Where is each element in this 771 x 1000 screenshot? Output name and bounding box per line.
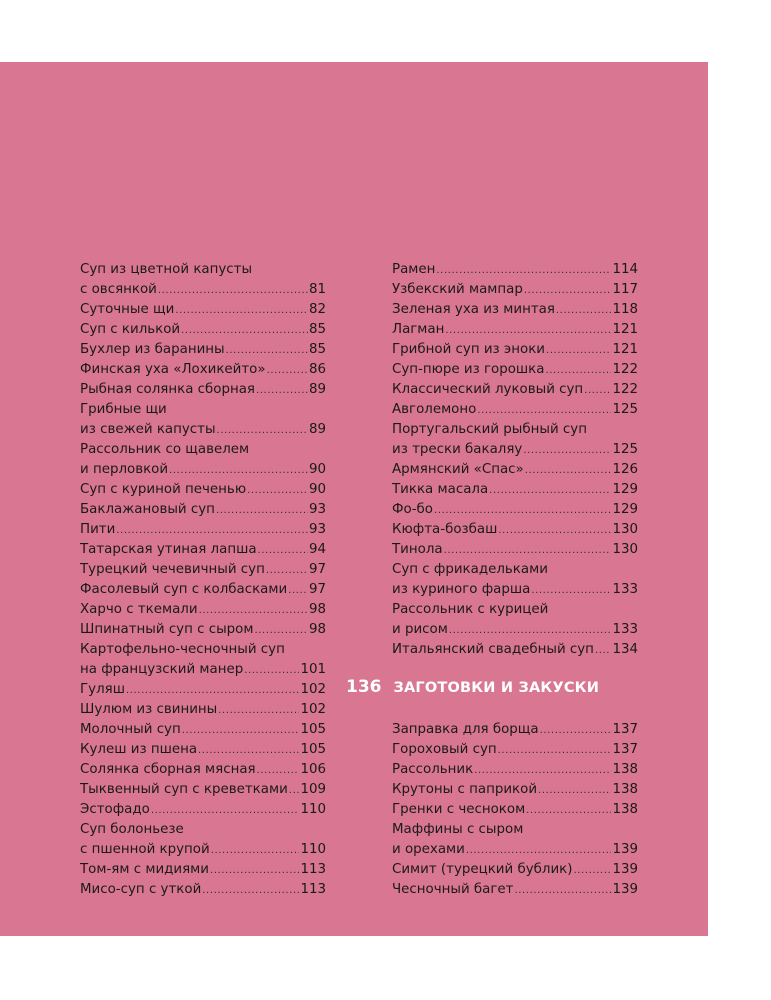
toc-entry xyxy=(80,620,326,640)
dot-leader xyxy=(175,301,308,321)
dot-leader xyxy=(498,741,612,761)
dot-leader xyxy=(531,581,611,601)
toc-entry xyxy=(80,460,326,480)
toc-entry-title: Рассольник со щавелем xyxy=(80,442,250,457)
dot-leader xyxy=(182,721,300,741)
section-heading xyxy=(346,677,599,697)
dot-leader xyxy=(151,801,300,821)
dot-leader xyxy=(477,401,611,421)
toc-entry xyxy=(80,780,326,800)
toc-entry xyxy=(392,340,638,360)
toc-entry xyxy=(392,280,638,300)
toc-entry-title: Армянский «Спас» xyxy=(392,462,524,477)
toc-entry-title: Пити xyxy=(80,522,116,537)
toc-entry-title: Грибной суп из эноки xyxy=(392,342,545,357)
toc-entry xyxy=(392,800,638,820)
toc-entry xyxy=(80,840,326,860)
toc-entry-page: 82 xyxy=(308,302,326,317)
toc-entry-page: 98 xyxy=(308,602,326,617)
toc-entry-title: Татарская утиная лапша xyxy=(80,542,257,557)
toc-right-column-top xyxy=(392,260,638,660)
toc-entry xyxy=(80,420,326,440)
toc-entry-title: Лагман xyxy=(392,322,445,337)
toc-entry-title: Заправка для борща xyxy=(392,722,539,737)
dot-leader xyxy=(218,701,299,721)
toc-entry xyxy=(80,680,326,700)
dot-leader xyxy=(211,841,300,861)
toc-entry-page: 109 xyxy=(300,782,326,797)
dot-leader xyxy=(524,281,612,301)
toc-entry-title: Тикка масала xyxy=(392,482,489,497)
toc-entry xyxy=(392,420,638,440)
toc-entry xyxy=(80,600,326,620)
toc-entry xyxy=(80,280,326,300)
toc-entry-title: Мисо-суп с уткой xyxy=(80,882,202,897)
dot-leader xyxy=(288,581,308,601)
toc-entry xyxy=(80,260,326,280)
toc-entry xyxy=(392,560,638,580)
toc-entry xyxy=(392,720,638,740)
toc-entry-title: Итальянский свадебный суп xyxy=(392,642,594,657)
toc-entry-page: 121 xyxy=(612,342,638,357)
toc-entry-title: и рисом xyxy=(392,622,448,637)
toc-entry-page: 133 xyxy=(612,582,638,597)
toc-entry-page: 113 xyxy=(300,882,326,897)
dot-leader xyxy=(538,781,611,801)
toc-entry-page: 118 xyxy=(612,302,638,317)
toc-entry-title: Зеленая уха из минтая xyxy=(392,302,555,317)
toc-entry-title: Суп с фрикадельками xyxy=(392,562,548,577)
toc-entry xyxy=(80,660,326,680)
dot-leader xyxy=(449,621,612,641)
toc-entry-title: с овсянкой xyxy=(80,282,157,297)
dot-leader xyxy=(258,541,308,561)
toc-entry-title: Маффины с сыром xyxy=(392,822,524,837)
toc-entry-title: Турецкий чечевичный суп xyxy=(80,562,265,577)
toc-entry xyxy=(80,560,326,580)
toc-entry xyxy=(392,380,638,400)
toc-entry xyxy=(392,760,638,780)
toc-entry-title: из свежей капусты xyxy=(80,422,216,437)
toc-entry xyxy=(80,380,326,400)
toc-entry-page: 81 xyxy=(308,282,326,297)
toc-entry-title: и орехами xyxy=(392,842,465,857)
toc-entry-page: 110 xyxy=(300,802,326,817)
toc-entry-page: 113 xyxy=(300,862,326,877)
toc-right-column-bottom xyxy=(392,720,638,900)
toc-entry xyxy=(80,540,326,560)
dot-leader xyxy=(257,761,300,781)
toc-entry xyxy=(392,500,638,520)
toc-entry xyxy=(80,480,326,500)
toc-entry-page: 85 xyxy=(308,342,326,357)
dot-leader xyxy=(445,321,611,341)
toc-entry-title: и перловкой xyxy=(80,462,169,477)
toc-entry-title: Тинола xyxy=(392,542,443,557)
toc-entry xyxy=(392,520,638,540)
toc-entry-title: Кюфта-бозбаш xyxy=(392,522,498,537)
toc-entry xyxy=(80,360,326,380)
dot-leader xyxy=(126,681,299,701)
toc-entry-page: 101 xyxy=(300,662,326,677)
dot-leader xyxy=(254,621,307,641)
toc-entry-title: Молочный суп xyxy=(80,722,181,737)
dot-leader xyxy=(434,501,611,521)
toc-entry xyxy=(80,760,326,780)
toc-entry xyxy=(80,820,326,840)
dot-leader xyxy=(584,381,611,401)
toc-entry xyxy=(80,800,326,820)
toc-entry-title: Бухлер из баранины xyxy=(80,342,225,357)
toc-entry-title: Картофельно-чесночный суп xyxy=(80,642,285,657)
toc-entry-title: Суп болоньезе xyxy=(80,822,184,837)
dot-leader xyxy=(256,381,308,401)
toc-entry-page: 139 xyxy=(612,842,638,857)
toc-entry xyxy=(392,540,638,560)
toc-entry-title: Грибные щи xyxy=(80,402,167,417)
toc-entry-page: 85 xyxy=(308,322,326,337)
dot-leader xyxy=(267,361,308,381)
toc-entry xyxy=(392,640,638,660)
toc-entry-page: 114 xyxy=(612,262,638,277)
toc-entry-page: 105 xyxy=(300,742,326,757)
toc-entry xyxy=(392,480,638,500)
dot-leader xyxy=(498,521,611,541)
toc-entry xyxy=(80,320,326,340)
toc-entry-page: 110 xyxy=(300,842,326,857)
toc-entry-page: 117 xyxy=(612,282,638,297)
toc-entry-page: 106 xyxy=(300,762,326,777)
toc-entry-title: Суп из цветной капусты xyxy=(80,262,253,277)
toc-entry xyxy=(80,880,326,900)
toc-entry-title: Рассольник с курицей xyxy=(392,602,549,617)
toc-entry-page: 98 xyxy=(308,622,326,637)
toc-entry-title: Португальский рыбный суп xyxy=(392,422,587,437)
toc-entry xyxy=(392,360,638,380)
toc-entry xyxy=(392,840,638,860)
dot-leader xyxy=(466,841,612,861)
toc-entry-page: 102 xyxy=(300,682,326,697)
toc-entry-title: Рыбная солянка сборная xyxy=(80,382,255,397)
dot-leader xyxy=(169,461,308,481)
toc-entry-page: 130 xyxy=(612,522,638,537)
dot-leader xyxy=(247,481,308,501)
toc-entry-page: 129 xyxy=(612,502,638,517)
dot-leader xyxy=(216,501,308,521)
toc-entry-title: Рассольник xyxy=(392,762,474,777)
toc-entry-title: с пшенной крупой xyxy=(80,842,210,857)
toc-entry-title: Фо-бо xyxy=(392,502,434,517)
toc-entry-page: 97 xyxy=(308,562,326,577)
toc-entry-page: 90 xyxy=(308,482,326,497)
toc-entry-title: Шпинатный суп с сыром xyxy=(80,622,254,637)
toc-entry xyxy=(392,620,638,640)
toc-entry xyxy=(392,300,638,320)
dot-leader xyxy=(181,321,308,341)
toc-entry-title: Гуляш xyxy=(80,682,125,697)
dot-leader xyxy=(525,461,612,481)
toc-entry-title: из трески бакаляу xyxy=(392,442,523,457)
toc-entry xyxy=(80,440,326,460)
toc-entry-page: 138 xyxy=(612,802,638,817)
toc-entry-title: Авголемоно xyxy=(392,402,477,417)
toc-entry-page: 139 xyxy=(612,882,638,897)
toc-entry-page: 125 xyxy=(612,402,638,417)
toc-entry-title: Узбекский мампар xyxy=(392,282,523,297)
toc-entry xyxy=(80,860,326,880)
dot-leader xyxy=(526,801,611,821)
toc-entry-page: 137 xyxy=(612,722,638,737)
toc-entry-title: Гренки с чесноком xyxy=(392,802,526,817)
toc-entry-page: 86 xyxy=(308,362,326,377)
toc-entry xyxy=(80,300,326,320)
section-page-number: 136 xyxy=(346,677,382,697)
toc-entry-title: Чесночный багет xyxy=(392,882,514,897)
dot-leader xyxy=(226,341,308,361)
toc-entry xyxy=(80,700,326,720)
toc-left-column xyxy=(80,260,326,900)
toc-entry xyxy=(392,600,638,620)
dot-leader xyxy=(595,641,611,661)
toc-entry-title: Эстофадо xyxy=(80,802,150,817)
dot-leader xyxy=(556,301,612,321)
dot-leader xyxy=(546,341,611,361)
toc-entry xyxy=(392,440,638,460)
dot-leader xyxy=(158,281,308,301)
toc-entry-title: Суп-пюре из горошка xyxy=(392,362,545,377)
dot-leader xyxy=(217,421,308,441)
toc-entry-title: Том-ям с мидиями xyxy=(80,862,209,877)
toc-entry-title: Суп с килькой xyxy=(80,322,181,337)
toc-entry-title: Суточные щи xyxy=(80,302,175,317)
toc-entry-page: 138 xyxy=(612,762,638,777)
toc-entry xyxy=(80,640,326,660)
toc-entry-title: на французский манер xyxy=(80,662,244,677)
toc-entry-page: 90 xyxy=(308,462,326,477)
toc-entry xyxy=(392,860,638,880)
toc-entry-title: Тыквенный суп с креветками xyxy=(80,782,288,797)
toc-entry-page: 134 xyxy=(612,642,638,657)
toc-entry-page: 93 xyxy=(308,502,326,517)
dot-leader xyxy=(540,721,612,741)
toc-entry xyxy=(392,740,638,760)
toc-entry xyxy=(392,320,638,340)
toc-entry-title: Суп с куриной печенью xyxy=(80,482,247,497)
dot-leader xyxy=(289,781,300,801)
toc-entry-page: 126 xyxy=(612,462,638,477)
toc-entry xyxy=(392,580,638,600)
dot-leader xyxy=(266,561,308,581)
toc-entry-title: Фасолевый суп с колбасками xyxy=(80,582,288,597)
toc-entry-page: 122 xyxy=(612,362,638,377)
toc-entry-page: 125 xyxy=(612,442,638,457)
toc-entry-page: 102 xyxy=(300,702,326,717)
dot-leader xyxy=(545,361,611,381)
toc-entry-title: Симит (турецкий бублик) xyxy=(392,862,573,877)
toc-entry-title: Солянка сборная мясная xyxy=(80,762,256,777)
toc-entry xyxy=(392,880,638,900)
toc-entry-page: 121 xyxy=(612,322,638,337)
toc-entry-page: 105 xyxy=(300,722,326,737)
dot-leader xyxy=(210,861,299,881)
toc-entry xyxy=(80,400,326,420)
toc-entry xyxy=(80,740,326,760)
toc-entry-title: Классический луковый суп xyxy=(392,382,584,397)
section-title: ЗАГОТОВКИ И ЗАКУСКИ xyxy=(393,680,600,696)
toc-entry xyxy=(80,500,326,520)
toc-entry-title: Кулеш из пшена xyxy=(80,742,198,757)
toc-entry-page: 138 xyxy=(612,782,638,797)
toc-entry-page: 122 xyxy=(612,382,638,397)
dot-leader xyxy=(514,881,611,901)
dot-leader xyxy=(573,861,611,881)
toc-entry xyxy=(392,400,638,420)
toc-entry-page: 94 xyxy=(308,542,326,557)
toc-entry-title: Шулюм из свинины xyxy=(80,702,218,717)
dot-leader xyxy=(523,441,611,461)
toc-entry xyxy=(80,720,326,740)
toc-entry-page: 129 xyxy=(612,482,638,497)
toc-entry xyxy=(392,780,638,800)
toc-entry xyxy=(392,820,638,840)
toc-entry-title: Финская уха «Лохикейто» xyxy=(80,362,266,377)
toc-entry-title: из куриного фарша xyxy=(392,582,531,597)
dot-leader xyxy=(436,261,611,281)
dot-leader xyxy=(474,761,611,781)
toc-entry xyxy=(80,520,326,540)
toc-entry-page: 139 xyxy=(612,862,638,877)
toc-entry xyxy=(392,260,638,280)
toc-entry-title: Крутоны с паприкой xyxy=(392,782,538,797)
toc-entry-page: 89 xyxy=(308,382,326,397)
toc-entry-page: 89 xyxy=(308,422,326,437)
toc-entry xyxy=(80,580,326,600)
toc-entry-page: 93 xyxy=(308,522,326,537)
toc-entry-title: Харчо с ткемали xyxy=(80,602,198,617)
dot-leader xyxy=(444,541,612,561)
dot-leader xyxy=(198,741,299,761)
toc-entry-title: Гороховый суп xyxy=(392,742,497,757)
toc-entry xyxy=(392,460,638,480)
dot-leader xyxy=(244,661,299,681)
dot-leader xyxy=(199,601,308,621)
toc-entry-page: 137 xyxy=(612,742,638,757)
toc-entry xyxy=(80,340,326,360)
dot-leader xyxy=(116,521,308,541)
toc-entry-title: Баклажановый суп xyxy=(80,502,215,517)
dot-leader xyxy=(489,481,611,501)
toc-entry-page: 97 xyxy=(308,582,326,597)
toc-entry-title: Рамен xyxy=(392,262,436,277)
dot-leader xyxy=(202,881,299,901)
toc-entry-page: 133 xyxy=(612,622,638,637)
toc-entry-page: 130 xyxy=(612,542,638,557)
